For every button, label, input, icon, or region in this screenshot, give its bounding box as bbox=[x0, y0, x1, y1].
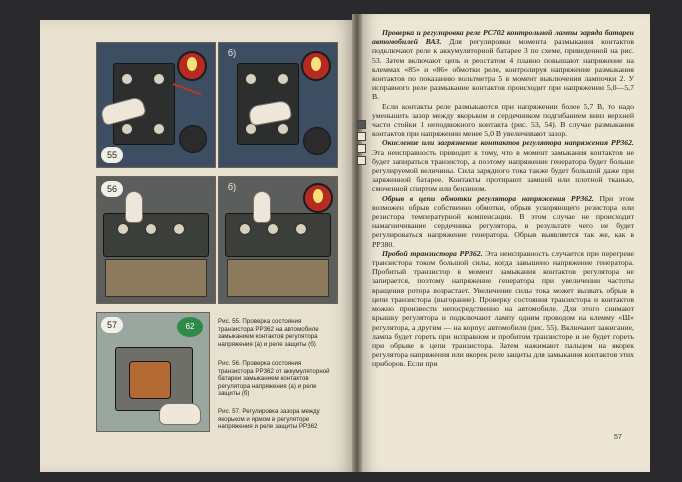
terminal bbox=[245, 73, 257, 85]
hand-illustration bbox=[253, 191, 271, 223]
main-text bbox=[372, 28, 634, 369]
armature-coil bbox=[129, 361, 171, 399]
chapter-tabs bbox=[357, 120, 365, 168]
caption-figure-57: Рис. 57. Регулировка зазора между якорьком и ярмом в регуляторе напряжения и реле защиты РР362 bbox=[218, 408, 320, 431]
terminal bbox=[267, 223, 279, 235]
paragraph: Если контакты реле размыкаются при напряжении более 5,7 В, то надо уменьшить зазор между якорьком и сердечником подгибанием вниз верхней части стойки 1 неподвижного контакта (рис. 53, 54). В случае размыкания контактов при напряжении менее 5,0 В увеличивают зазор. bbox=[372, 101, 634, 139]
figure-56-panel-a bbox=[96, 176, 216, 304]
chapter-tab bbox=[357, 144, 366, 153]
paragraph-text: Для регулировки момента размыкания контактов подключают реле к аккумуляторной батарее 3 по схеме, приведенной на рис. 53. Затем включают цепь и реостатом 4 плавно повышают напряжение на клеммах «85» и «86» обмотки реле, контролируя напряжение размыкания контактов по показанию вольтметра 5 в момент выключения лампочки 2. У исправного реле размыкание контактов происходит при напряжении 5,0—5,7 В. bbox=[372, 37, 634, 102]
regulator-device bbox=[225, 213, 331, 257]
battery-base bbox=[227, 259, 329, 297]
section-heading: Проверка и регулировка реле РС702 контрольной лампы заряда батареи автомобилей ВАЗ. bbox=[372, 28, 634, 47]
terminal bbox=[121, 73, 133, 85]
hand-illustration bbox=[159, 403, 201, 425]
regulator-device bbox=[103, 213, 209, 257]
subfigure-label-b: б) bbox=[227, 48, 237, 58]
chapter-tab bbox=[357, 120, 366, 129]
caption-figure-55: Рис. 55. Проверка состояния транзистора РР362 на автомобиле замыканием контактов регулятора напряжения (а) и реле защиты (б) bbox=[218, 318, 319, 348]
chapter-tab bbox=[357, 132, 366, 141]
figure-55-panel-b bbox=[218, 42, 338, 168]
test-lamp-icon bbox=[177, 51, 207, 81]
paragraph bbox=[372, 28, 634, 102]
figure-55-panel-a bbox=[96, 42, 216, 168]
terminal bbox=[145, 223, 157, 235]
terminal bbox=[153, 123, 165, 135]
battery-base bbox=[105, 259, 207, 297]
terminal bbox=[121, 123, 133, 135]
section-heading: Пробой транзистора РР362. bbox=[382, 248, 483, 258]
test-lamp-icon bbox=[303, 183, 333, 213]
terminal bbox=[173, 223, 185, 235]
caption-figure-56: Рис. 56. Проверка состояния транзистора РР362 от аккумуляторной батареи замыканием контактов регулятора напряжения (а) и реле защиты (б) bbox=[218, 360, 330, 398]
terminal bbox=[277, 73, 289, 85]
hand-illustration bbox=[125, 191, 143, 223]
chapter-tab bbox=[357, 156, 366, 165]
paragraph-text: Эта неисправность случается при перегреве транзистора током большой силы, когда завышено напряжение генератора. Пробитый транзистор в момент замыкания контактов регулятора не запирается, поэтому напряжение генератора при увеличении частоты вращения ротора возрастает. Увеличение силы тока может вызвать обрыв в цепи транзистора (выгорание). Проверку состояния транзистора и контактов можно произвести непосредственно на автомобиле. Для этого снимают крышку регулятора и подключают лампу одним проводом на клемму «Ш» регулятора, а другим — на корпус автомобиля (рис. 55). Включают зажигание, лампа будет гореть при исправном и пробитом транзисторе и не будет гореть при обрыве в цепи транзистора. Затем нажимают пальцем на якорек регулятора напряжения или якорек реле защиты для замыкания контактов этих приборов. Если при bbox=[372, 248, 634, 369]
paragraph bbox=[372, 194, 634, 249]
figure-number-56: 56 bbox=[101, 181, 123, 197]
terminal bbox=[295, 223, 307, 235]
figure-badge: 62 bbox=[177, 317, 203, 337]
figure-number-55: 55 bbox=[101, 147, 123, 163]
paragraph-text: Эта неисправность приводит к тому, что в момент замыкания контактов не будет запираться транзистор, а поэтому напряжение генератора будет больше регулируемой величины. Сила зарядного тока также будет большой даже при заряженной батарее. Контакты протирают замшей или плотной тканью, смоченной спиртом или бензином. bbox=[372, 147, 634, 194]
page-number: 57 bbox=[614, 434, 622, 441]
paragraph-text: При этом возможен обрыв собственно обмотки, обрыв ускоряющего резистора или резистора температурной компенсации. В этом случае не происходит намагничивание сердечника регулятора, в результате чего не будет регулироваться напряжение генератора. Обрыв выявляется так же, как в РР380. bbox=[372, 193, 634, 249]
section-heading: Обрыв в цепи обмотки регулятора напряжения РР362. bbox=[382, 193, 594, 203]
test-lamp-icon bbox=[301, 51, 331, 81]
paragraph bbox=[372, 249, 634, 369]
transistor-module bbox=[303, 127, 331, 155]
section-heading: Окисление или загрязнение контактов регулятора напряжения РР362. bbox=[382, 138, 634, 148]
terminal bbox=[153, 73, 165, 85]
wire bbox=[173, 83, 202, 95]
terminal bbox=[239, 223, 251, 235]
figure-57 bbox=[96, 312, 210, 432]
figure-56-panel-b bbox=[218, 176, 338, 304]
transistor-module bbox=[179, 125, 207, 153]
terminal bbox=[277, 123, 289, 135]
book-spine bbox=[352, 14, 362, 472]
terminal bbox=[117, 223, 129, 235]
paragraph bbox=[372, 138, 634, 193]
subfigure-label-b: б) bbox=[227, 182, 237, 192]
figure-number-57: 57 bbox=[101, 317, 123, 333]
